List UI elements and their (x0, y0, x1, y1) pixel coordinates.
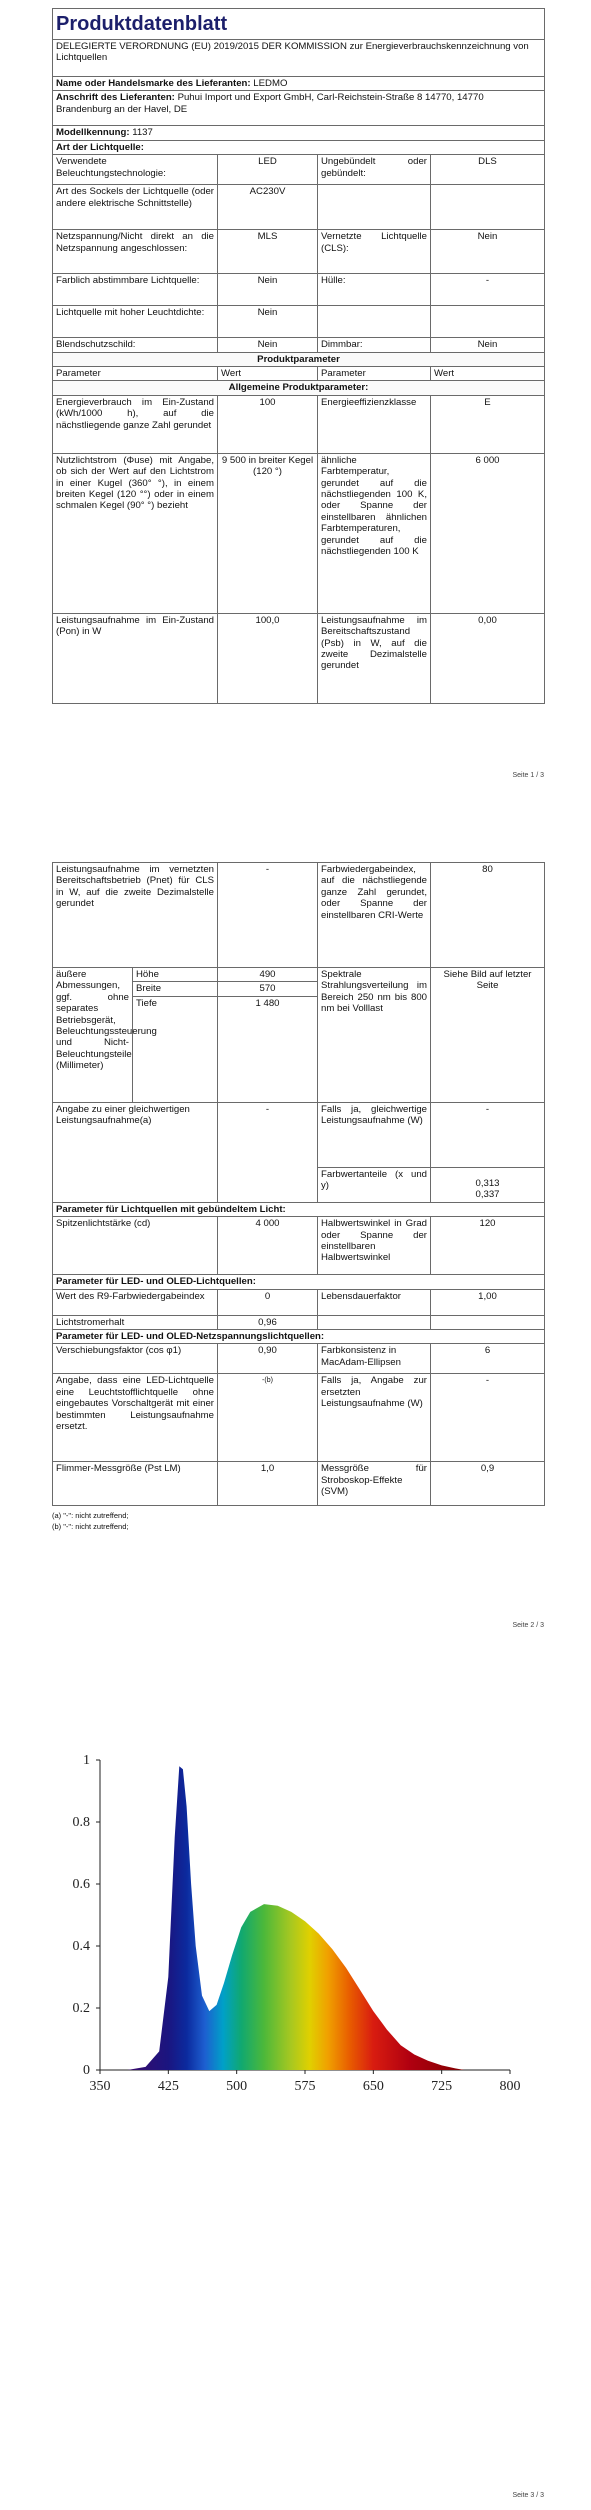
r9-row (53, 1289, 545, 1315)
chromaticity-x: 0,313 (475, 1178, 500, 1189)
chromaticity-value (431, 1168, 545, 1203)
regulation-text: DELEGIERTE VERORDNUNG (EU) 2019/2015 DER KOMMISSION zur Energieverbrauchskennzeichnung von Lichtquellen (53, 40, 545, 77)
lumen-maintenance-label: Lichtstromerhalt (53, 1315, 218, 1329)
type-value-2: DLS (431, 155, 545, 185)
peak-label: Spitzenlichtstärke (cd) (53, 1217, 218, 1275)
equivalent-w-value: - (431, 1103, 545, 1168)
datasheet-page-1 (52, 8, 544, 704)
retrofit-row (53, 1374, 545, 1462)
energy-row (53, 395, 545, 453)
led-oled-header: Parameter für LED- und OLED-Lichtquellen: (53, 1275, 545, 1289)
beam-angle-value: 120 (431, 1217, 545, 1275)
supplier-name-label: Name oder Handelsmarke des Lieferanten: (56, 78, 251, 89)
x-tick-label: 425 (157, 2079, 179, 2094)
pnet-label: Leistungsaufnahme im vernetzten Bereitschaftsbetrieb (Pnet) für CLS in W, auf die zweite Dezimalstelle gerundet (53, 863, 218, 968)
x-tick-label: 725 (431, 2079, 453, 2094)
empty-cell (431, 1315, 545, 1329)
psb-label: Leistungsaufnahme im Bereitschaftszustand (Psb) in W, auf die zweite Dezimalstelle gerundet (318, 613, 431, 703)
col-value-header: Wert (218, 367, 318, 381)
footnote-a: (a) "-": nicht zutreffend; (52, 1511, 129, 1521)
pon-value: 100,0 (218, 613, 318, 703)
pnet-row (53, 863, 545, 968)
y-tick-label: 0 (83, 2063, 90, 2078)
y-tick-label: 0.2 (72, 2001, 90, 2016)
type-label-2: Ungebündelt oder gebündelt: (318, 155, 431, 185)
datasheet-title: Produktdatenblatt (53, 9, 545, 40)
type-label-2: Dimmbar: (318, 338, 431, 352)
type-label: Lichtquelle mit hoher Leuchtdichte: (53, 306, 218, 338)
type-label: Art des Sockels der Lichtquelle (oder andere elektrische Schnittstelle) (53, 185, 218, 230)
height-label: Höhe (133, 968, 217, 982)
cri-value: 80 (431, 863, 545, 968)
depth-value: 1 480 (255, 997, 280, 1009)
beam-angle-label: Halbwertswinkel in Grad oder Spanne der einstellbaren Halbwertswinkel (318, 1217, 431, 1275)
column-header-row (53, 367, 545, 381)
page-2 (0, 830, 591, 1660)
dimension-values (218, 968, 318, 1103)
x-tick-label: 575 (294, 2079, 316, 2094)
type-row (53, 155, 545, 185)
power-row (53, 613, 545, 703)
dimensions-label: äußere Abmessungen, ggf. ohne separates Betriebsgerät, Beleuchtungssteuerung und Nicht-Beleuchtungsteile (Millimeter) (53, 968, 133, 1103)
model-row (53, 126, 545, 140)
spectral-value: Siehe Bild auf letzter Seite (431, 968, 545, 1103)
supplier-name-value: LEDMO (253, 78, 288, 89)
power-factor-row (53, 1344, 545, 1374)
macadam-label: Farbkonsistenz in MacAdam-Ellipsen (318, 1344, 431, 1374)
cct-value: 6 000 (431, 453, 545, 613)
type-value-2: - (431, 274, 545, 306)
page-number-2: Seite 2 / 3 (512, 1622, 544, 1629)
spectrum-area (127, 1766, 464, 2070)
depth-label: Tiefe (136, 997, 157, 1009)
type-value-2: Nein (431, 230, 545, 274)
type-value: LED (218, 155, 318, 185)
general-parameters-header: Allgemeine Produktparameter: (53, 381, 545, 395)
survival-label: Lebensdauerfaktor (318, 1289, 431, 1315)
page-number-1: Seite 1 / 3 (512, 772, 544, 779)
energy-class-value: E (431, 395, 545, 453)
type-row (53, 274, 545, 306)
page-number-3: Seite 3 / 3 (512, 2492, 544, 2499)
footnote-b: (b) "-": nicht zutreffend; (52, 1522, 129, 1532)
y-tick-label: 0.6 (72, 1877, 90, 1892)
type-value: MLS (218, 230, 318, 274)
col-param-header-2: Parameter (318, 367, 431, 381)
x-tick-label: 350 (89, 2079, 111, 2094)
type-label: Blendschutzschild: (53, 338, 218, 352)
light-source-type-header: Art der Lichtquelle: (53, 140, 545, 154)
dimensions-row (53, 968, 545, 1103)
r9-value: 0 (218, 1289, 318, 1315)
y-tick-label: 1 (83, 1753, 90, 1768)
equivalent-label-cell (53, 1103, 218, 1203)
psb-value: 0,00 (431, 613, 545, 703)
energy-value: 100 (218, 395, 318, 453)
cri-label: Farbwiedergabeindex, auf die nächstliegende ganze Zahl gerundet, oder Spanne der einstellbaren CRI-Werte (318, 863, 431, 968)
cct-label: ähnliche Farbtemperatur, gerundet auf die nächstliegenden 100 K, oder Spanne der einstellbaren ähnlichen Farbtemperaturen, gerundet auf die nächstliegenden 100 K (318, 453, 431, 613)
lumen-maintenance-row (53, 1315, 545, 1329)
svm-value: 0,9 (431, 1462, 545, 1506)
chromaticity-y: 0,337 (475, 1189, 500, 1201)
type-label: Verwendete Beleuchtungstechnologie: (53, 155, 218, 185)
mains-led-header: Parameter für LED- und OLED-Netzspannungslichtquellen: (53, 1330, 545, 1344)
peak-value: 4 000 (218, 1217, 318, 1275)
x-tick-label: 650 (362, 2079, 384, 2094)
type-row (53, 338, 545, 352)
model-label: Modellkennung: (56, 127, 130, 139)
pon-label: Leistungsaufnahme im Ein-Zustand (Pon) in W (53, 613, 218, 703)
type-label: Netzspannung/Nicht direkt an die Netzspannung angeschlossen: (53, 230, 218, 274)
spectrum-area-group (127, 1766, 464, 2070)
lumen-maintenance-value: 0,96 (218, 1315, 318, 1329)
type-row (53, 230, 545, 274)
retrofit-w-value: - (431, 1374, 545, 1462)
macadam-value: 6 (431, 1344, 545, 1374)
model-value: 1137 (132, 127, 153, 139)
equivalent-label: Angabe zu einer gleichwertigen Leistungsaufnahme(a) (56, 1104, 190, 1127)
flux-row (53, 453, 545, 613)
type-label-2: Vernetzte Lichtquelle (CLS): (318, 230, 431, 274)
footnotes (52, 1510, 544, 1532)
y-ticks (73, 1753, 101, 2078)
chromaticity-label: Farbwertanteile (x und y) (318, 1168, 431, 1203)
page1-table (52, 8, 545, 704)
type-label: Farblich abstimmbare Lichtquelle: (53, 274, 218, 306)
flux-label: Nutzlichtstrom (Φuse) mit Angabe, ob sich der Wert auf den Lichtstrom in einer Kugel (360° °), in einem breiten Kegel (120 °°) oder in einem schmalen Kegel (90° °) bezieht (53, 453, 218, 613)
energy-class-label: Energieeffizienzklasse (318, 395, 431, 453)
type-value-2: Nein (431, 338, 545, 352)
empty-cell (318, 1315, 431, 1329)
col-value-header-2: Wert (431, 367, 545, 381)
flicker-label: Flimmer-Messgröße (Pst LM) (53, 1462, 218, 1506)
page2-table (52, 862, 545, 1506)
type-row (53, 306, 545, 338)
type-label-2: Hülle: (318, 274, 431, 306)
pnet-value: - (218, 863, 318, 968)
col-param-header: Parameter (53, 367, 218, 381)
flux-value: 9 500 in breiter Kegel (120 °) (218, 453, 318, 613)
datasheet-page-2 (52, 862, 544, 1532)
equivalent-w-label: Falls ja, gleichwertige Leistungsaufnahme (W) (318, 1103, 431, 1168)
y-tick-label: 0.8 (72, 1815, 90, 1830)
flicker-value: 1,0 (218, 1462, 318, 1506)
y-tick-label: 0.4 (72, 1939, 90, 1954)
power-factor-label: Verschiebungsfaktor (cos φ1) (53, 1344, 218, 1374)
width-value: 570 (218, 982, 317, 996)
supplier-address-value: Puhui Import und Export GmbH, Carl-Reichstein-Straße 8 14770, 14770 Brandenburg an der Havel, DE (56, 92, 484, 115)
type-value: AC230V (218, 185, 318, 230)
energy-label: Energieverbrauch im Ein-Zustand (kWh/1000 h), auf die nächstliegende ganze Zahl gerundet (53, 395, 218, 453)
bundled-light-header: Parameter für Lichtquellen mit gebündeltem Licht: (53, 1202, 545, 1216)
equivalent-row (53, 1103, 545, 1168)
type-value: Nein (218, 274, 318, 306)
product-parameters-header: Produktparameter (53, 352, 545, 366)
retrofit-w-label: Falls ja, Angabe zur ersetzten Leistungsaufnahme (W) (318, 1374, 431, 1462)
spectrum-chart (0, 1740, 591, 2120)
flicker-row (53, 1462, 545, 1506)
page-1 (0, 0, 591, 800)
spectral-label: Spektrale Strahlungsverteilung im Bereich 250 nm bis 800 nm bei Volllast (318, 968, 431, 1103)
equivalent-value: - (218, 1103, 318, 1203)
r9-label: Wert des R9-Farbwiedergabeindex (53, 1289, 218, 1315)
supplier-address-label: Anschrift des Lieferanten: (56, 92, 175, 104)
height-value: 490 (218, 968, 317, 982)
width-label: Breite (133, 982, 217, 996)
type-value-2 (431, 306, 545, 338)
retrofit-value: -(b) (218, 1374, 318, 1462)
supplier-name-row (53, 77, 545, 91)
page-3 (0, 1660, 591, 2510)
power-factor-value: 0,90 (218, 1344, 318, 1374)
x-tick-labels (90, 2070, 521, 2094)
x-tick-label: 500 (226, 2079, 248, 2094)
survival-value: 1,00 (431, 1289, 545, 1315)
type-value: Nein (218, 338, 318, 352)
supplier-address-row (53, 91, 545, 126)
type-value: Nein (218, 306, 318, 338)
peak-row (53, 1217, 545, 1275)
svm-label: Messgröße für Stroboskop-Effekte (SVM) (318, 1462, 431, 1506)
x-tick-label: 800 (499, 2079, 521, 2094)
type-value-2 (431, 185, 545, 230)
type-label-2 (318, 185, 431, 230)
type-label-2 (318, 306, 431, 338)
retrofit-label: Angabe, dass eine LED-Lichtquelle eine Leuchtstofflichtquelle ohne eingebautes Vorschaltgerät mit einer bestimmten Leistungsaufnahme ersetzt. (53, 1374, 218, 1462)
type-row (53, 185, 545, 230)
